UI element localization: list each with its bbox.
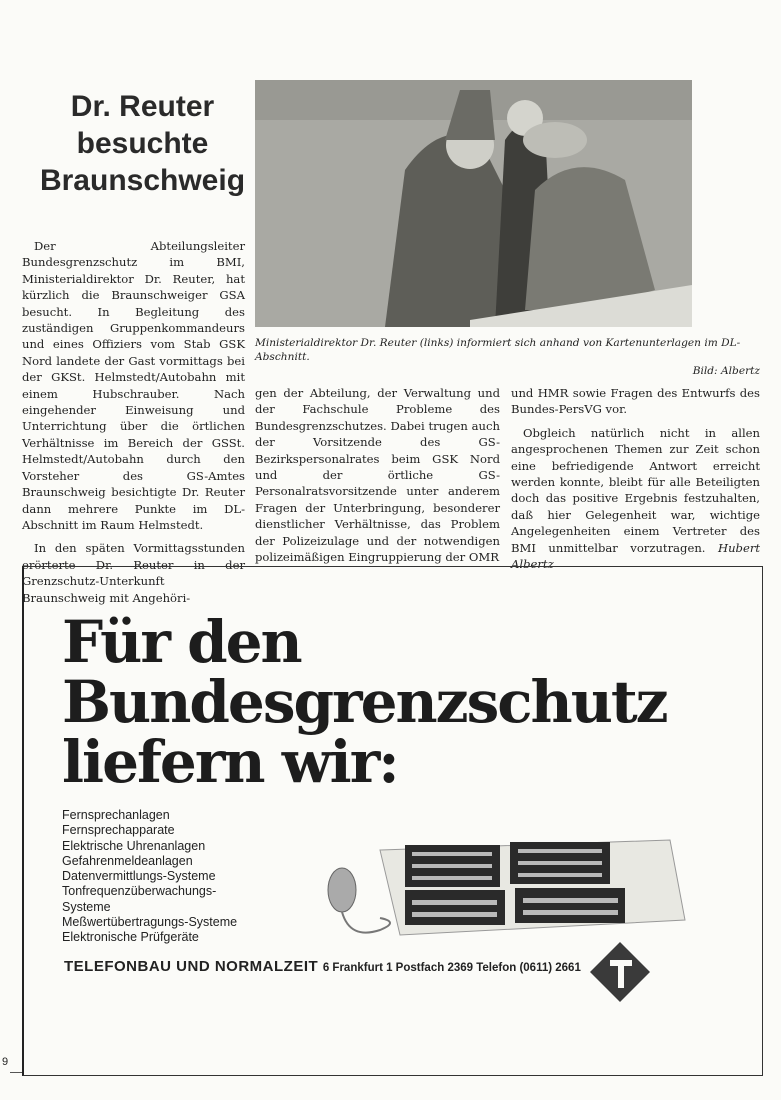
article-column-3 <box>511 385 760 579</box>
product-item: Systeme <box>62 899 111 914</box>
product-item: Fernsprechapparate <box>62 823 175 838</box>
article-column-2 <box>255 385 500 572</box>
product-item: Datenvermittlungs-Systeme <box>62 869 216 884</box>
product-item: Elektronische Prüfgeräte <box>62 930 199 945</box>
paragraph: In den späten Vormittagsstunden erörterte Dr. Reuter in der Grenzschutz-Unterkunft Braunschweig mit Angehöri- <box>22 541 245 605</box>
paragraph: Obgleich natürlich nicht in allen angesprochenen Themen zur Zeit schon eine befriedigende Antwort erreicht werden konnte, bleibt für alle Beteiligten doch das positive Ergebnis festzuhalten, daß hier Gelegenheit war, wichtige Angelegenheiten einem Vertreter des BMI unmittelbar vorzutragen. <box>511 425 760 555</box>
paragraph: gen der Abteilung, der Verwaltung und der Fachschule Probleme des Bundesgrenzschutzes. Dabei trugen auch der Vorsitzende des GS-Bezirkspersonalrates beim GSK Nord und der örtliche GS-Personalratsvorsitzende unter anderem Fragen der Unterbringung, besonderer dienstlicher Verhältnisse, das Problem der Polizeizulage und der notwendigen polizeimäßigen Eingruppierung der OMR <box>255 386 500 565</box>
title-line: Braunschweig <box>39 164 246 197</box>
photo-caption <box>255 336 760 378</box>
caption-text: Ministerialdirektor Dr. Reuter (links) informiert sich anhand von Kartenunterlagen im DL-Abschnitt. <box>255 337 741 363</box>
switchboard-device-image <box>320 830 690 948</box>
photo-officers-map-image <box>255 80 692 327</box>
ad-footer <box>64 958 581 975</box>
tn-logo-icon <box>590 942 650 1002</box>
headline-line: Für den <box>62 608 301 676</box>
product-list <box>62 808 237 946</box>
page-number: 9 <box>2 1056 9 1068</box>
product-item: Meßwertübertragungs-Systeme <box>62 915 238 930</box>
article-photo <box>255 80 692 327</box>
article-title <box>30 88 255 199</box>
product-item: Gefahrenmeldeanlagen <box>62 853 193 868</box>
product-item: Tonfrequenzüberwachungs- <box>62 884 217 899</box>
article-column-1 <box>22 238 245 613</box>
author-byline: Hubert Albertz <box>511 540 761 572</box>
paragraph: Der Abteilungsleiter Bundesgrenzschutz im BMI, Ministerialdirektor Dr. Reuter, hat kürzlich die Braunschweiger GSA besucht. In Begleitung des zuständigen Gruppenkommandeurs und eines Offiziers vom Stab GSK Nord landete der Gast vormittags bei der GKSt. Helmstedt/Autobahn mit einem Hubschrauber. Nach eingehender Einweisung und Unterrichtung über die örtlichen Verhältnisse im Bereich der GSSt. Helmstedt/Autobahn durch den Vorsteher des GS-Amtes Braunschweig besichtigte Dr. Reuter dann mehrere Punkte im DL-Abschnitt im Raum Helmstedt. <box>22 239 245 532</box>
headline-line: Bundesgrenzschutz <box>62 668 667 736</box>
headline-line: liefern wir: <box>62 728 398 796</box>
product-item: Fernsprechanlagen <box>62 808 170 822</box>
title-line: Dr. Reuter <box>70 90 215 123</box>
company-address: 6 Frankfurt 1 Postfach 2369 Telefon (0611) 2661 <box>322 962 581 974</box>
company-name: TELEFONBAU UND NORMALZEIT <box>64 958 319 975</box>
divider <box>10 1072 22 1073</box>
title-line: besuchte <box>76 127 209 160</box>
product-item: Elektrische Uhrenanlagen <box>62 838 206 853</box>
ad-headline <box>62 608 667 796</box>
paragraph: und HMR sowie Fragen des Entwurfs des Bundes-PersVG vor. <box>511 386 760 417</box>
photo-credit: Bild: Albertz <box>692 365 760 377</box>
